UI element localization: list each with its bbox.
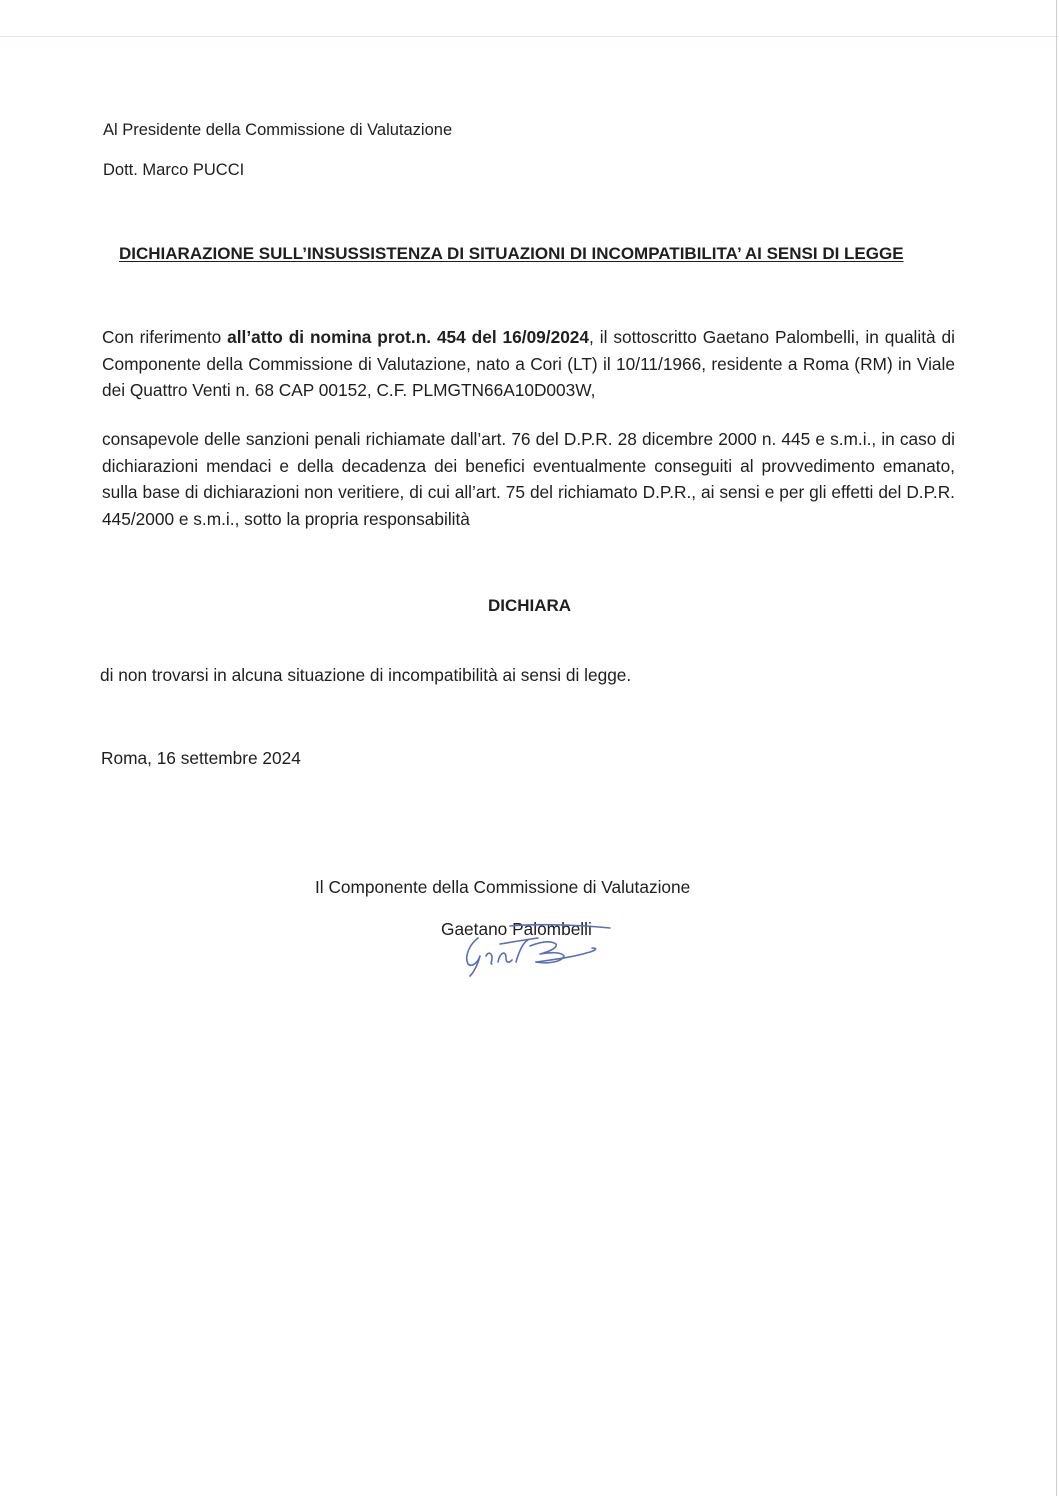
- declaration-text: di non trovarsi in alcuna situazione di incompatibilità ai sensi di legge.: [100, 665, 632, 685]
- signatory-role: Il Componente della Commissione di Valutazione: [315, 877, 691, 897]
- appointment-reference: all’atto di nomina prot.n. 454 del 16/09/2024: [227, 327, 590, 347]
- reference-details: , il sottoscritto Gaetano Palombelli, in qualità di Componente della Commissione di Valutazione, nato a Cori (LT) il 10/11/1966, residente a Roma (RM) in Viale dei Quattro Venti n. 68 CAP 00152, C.F. PLMGTN66A10D003W,: [102, 327, 955, 401]
- awareness-paragraph: consapevole delle sanzioni penali richiamate dall’art. 76 del D.P.R. 28 dicembre 2000 n. 445 e s.m.i., in caso di dichiarazioni mendaci e della decadenza dei benefici eventualmente conseguiti al provvedimento emanato, sulla base di dichiarazioni non veritiere, di cui all’art. 75 del richiamato D.P.R., ai sensi e per gli effetti del D.P.R. 445/2000 e s.m.i., sotto la propria responsabilità: [102, 429, 955, 529]
- place-date: Roma, 16 settembre 2024: [101, 748, 301, 768]
- reference-prefix: Con riferimento: [102, 327, 228, 347]
- page-top-edge: [0, 36, 1059, 37]
- page-right-edge: [1056, 0, 1057, 1496]
- reference-paragraph: [102, 324, 955, 404]
- handwritten-signature: [440, 918, 620, 988]
- declares-heading: DICHIARA: [487, 596, 572, 615]
- signatory-name: Gaetano Palombelli: [441, 919, 592, 939]
- document-title: DICHIARAZIONE SULL’INSUSSISTENZA DI SITUAZIONI DI INCOMPATIBILITA’ AI SENSI DI LEGGE: [119, 244, 904, 263]
- recipient-name: Dott. Marco PUCCI: [103, 161, 245, 179]
- recipient-line: Al Presidente della Commissione di Valutazione: [103, 121, 453, 139]
